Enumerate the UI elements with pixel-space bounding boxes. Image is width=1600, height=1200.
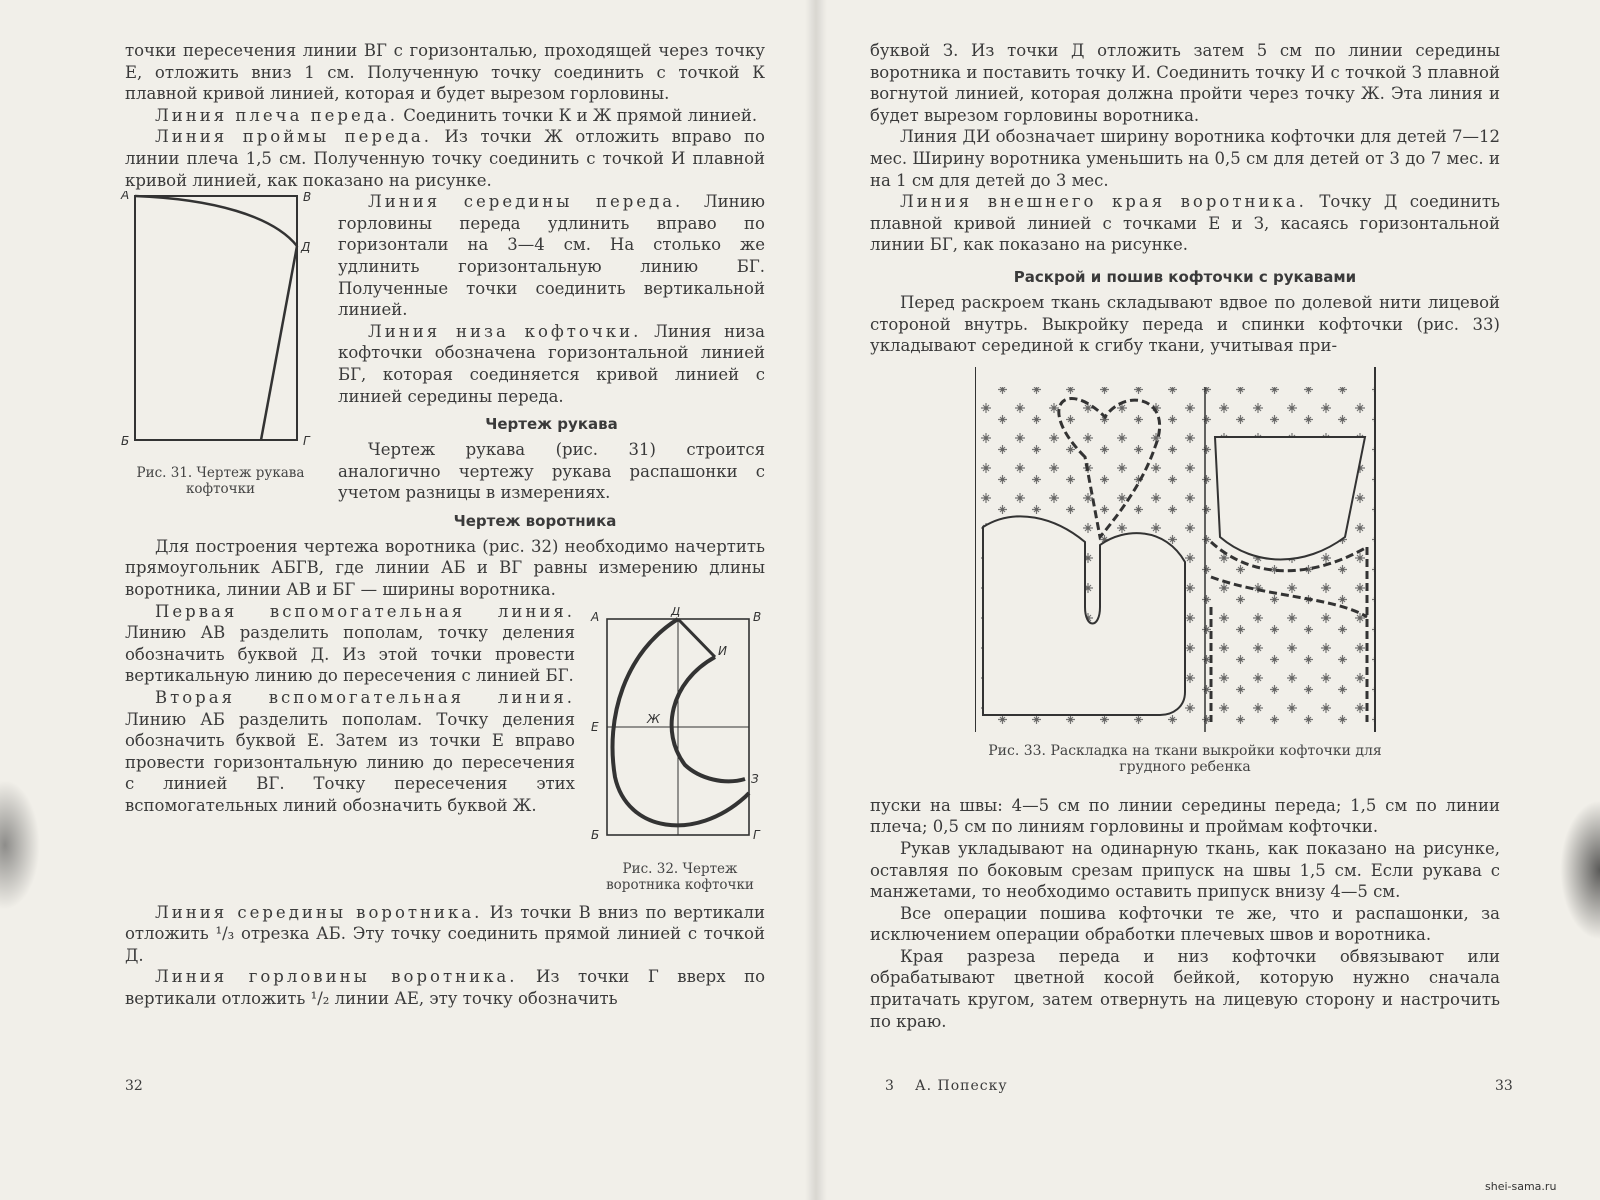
label-i: И — [718, 643, 727, 658]
sleeve-pattern-piece — [983, 516, 1185, 715]
paragraph-text: Линию АВ разделить пополам, точку деления обозначить буквой Д. Из этой точки провести вертикальную линию до пересечения с линией БГ. — [125, 623, 575, 686]
right-page — [870, 40, 1500, 1032]
paragraph — [338, 191, 765, 321]
collar-outer-edge — [613, 619, 749, 825]
paragraph-text: Соединить точки К и Ж прямой линией. — [397, 105, 758, 125]
sleeve-cap-curve — [135, 196, 297, 246]
paragraph: точки пересечения линии ВГ с горизонталью, проходящей через точку Е, отложить вниз 1 см. Полученную точку соединить с точкой К плавной кривой линией, которая и будет вырезом горловины. — [125, 41, 765, 104]
paragraph-text: Линию горловины переда удлинить вправо по горизонтали на 3—4 см. На столько же удлинить горизонтальную линию БГ. Полученные точки соединить вертикальной линией. — [338, 192, 765, 320]
label-a: А — [121, 191, 130, 203]
section-heading: Чертеж воротника — [453, 511, 617, 530]
paragraph-text: Из точки Г вверх по вертикали отложить ¹/₂ линии АЕ, эту точку обозначить — [125, 967, 766, 1009]
paragraph-heading: Вторая вспомогательная линия. — [155, 688, 575, 708]
paragraph: Перед раскроем ткань складывают вдвое по долевой нити лицевой стороной внутрь. Выкройку переда и спинки кофточки (рис. 33) укладывают серединой к сгибу ткани, учитывая при- — [870, 292, 1500, 356]
section-heading: Чертеж рукава — [485, 415, 618, 434]
paragraph — [338, 321, 765, 407]
label-z: З — [751, 771, 759, 786]
paragraph-heading: Линия горловины воротника. — [155, 967, 518, 987]
figure-33-caption: Рис. 33. Раскладка на ткани выкройки кофточки для грудного ребенка — [988, 742, 1382, 775]
stain-right — [1560, 800, 1600, 940]
paragraph: Края разреза переда и низ кофточки обвязывают или обрабатывают цветной косой бейкой, которую нужно сначала притачать кругом, затем отвернуть на лицевую сторону и настрочить по краю. — [870, 946, 1500, 1031]
label-e: Е — [591, 719, 599, 734]
figure-32 — [585, 607, 775, 902]
page-number-right: 33 — [1495, 1078, 1513, 1094]
paragraph — [125, 126, 765, 191]
label-b: Б — [121, 434, 130, 449]
collar-drawing — [585, 607, 775, 857]
paragraph: Чертеж рукава (рис. 31) строится аналогично чертежу рукава распашонки с учетом разницы в измерениях. — [338, 440, 765, 503]
sleeve-drawing — [113, 191, 328, 461]
paragraph-text: Из точки Ж отложить вправо по линии плеча 1,5 см. Полученную точку соединить с точкой И плавной кривой линией, как показано на рисунке. — [125, 127, 765, 190]
signature-number: 3 — [885, 1078, 894, 1094]
paragraph: Для построения чертежа воротника (рис. 32) необходимо начертить прямоугольник АБГВ, где линии АБ и ВГ равны измерению длины воротника, линии АВ и БГ — ширины воротника. — [125, 536, 765, 600]
paragraph-heading: Линия середины воротника. — [155, 902, 483, 922]
label-b: Б — [591, 827, 600, 842]
paragraph: пуски на швы: 4—5 см по линии середины переда; 1,5 см по линии плеча; 0,5 см по линиям горловины и проймам кофточки. — [870, 795, 1500, 837]
watermark: shei-sama.ru — [1485, 1180, 1557, 1193]
collar-neckline — [672, 657, 745, 781]
paragraph — [125, 966, 765, 1009]
left-page — [121, 40, 766, 1010]
paragraph: Линия ДИ обозначает ширину воротника кофточки для детей 7—12 мес. Ширину воротника уменьшить на 0,5 см для детей от 3 до 7 мес. и на 1 см для детей до 3 мес. — [870, 127, 1500, 190]
paragraph-heading: Линия внешнего края воротника. — [900, 192, 1307, 212]
signature-author: А. Попеску — [915, 1078, 1008, 1094]
label-d: Д — [671, 606, 681, 618]
figure-31 — [113, 191, 328, 511]
fabric-layout-drawing — [975, 367, 1395, 737]
label-v: В — [753, 609, 762, 624]
paragraph — [870, 191, 1500, 256]
text-beside-figure-31 — [338, 191, 765, 504]
section-heading: Раскрой и пошив кофточки с рукавами — [1013, 267, 1357, 286]
label-v: В — [303, 191, 312, 205]
figure-31-caption: Рис. 31. Чертеж рукава кофточки — [136, 465, 305, 498]
book-fold — [805, 0, 827, 1200]
sleeve-rectangle — [135, 196, 297, 440]
paragraph-heading: Линия низа кофточки. — [368, 321, 642, 341]
label-d: Д — [301, 240, 311, 255]
paragraph — [125, 902, 765, 967]
label-g: Г — [303, 434, 310, 449]
paragraph: Рукав укладывают на одинарную ткань, как показано на рисунке, оставляя по боковым срезам припуск на швы 1,5 см. Если рукава с манжетами, то необходимо оставить припуск внизу 4—5 см. — [870, 838, 1500, 902]
paragraph-text: Из точки В вниз по вертикали отложить ¹/₃ отрезка АБ. Эту точку соединить прямой линией с точкой Д. — [125, 902, 765, 965]
collar-middle-line — [678, 619, 715, 657]
paragraph-text: Линию АБ разделить пополам. Точку деления обозначить буквой Е. Затем из точки Е вправо провести горизонтальную линию до пересечения с линией ВГ. Точку пересечения этих вспомогательных линий обозначить буквой Ж. — [125, 709, 575, 815]
paragraph-heading: Первая вспомогательная линия. — [155, 601, 575, 621]
label-g: Г — [753, 827, 760, 842]
stain-left — [0, 780, 40, 910]
paragraph: буквой З. Из точки Д отложить затем 5 см по линии середины воротника и поставить точку И. Соединить точку И с точкой З плавной вогнутой линией, которая должна пройти через точку Ж. Эта линия и будет вырезом горловины воротника. — [870, 41, 1500, 125]
figure-32-caption: Рис. 32. Чертеж воротника кофточки — [606, 860, 754, 893]
paragraph-heading: Линия плеча переда. — [155, 105, 398, 125]
label-a: А — [591, 609, 600, 624]
paragraph-text: Линия низа кофточки обозначена горизонтальной линией БГ, которая соединяется кривой линией с линией середины переда. — [338, 321, 765, 406]
sleeve-side-line — [261, 246, 297, 440]
page-number-left: 32 — [125, 1078, 143, 1094]
paragraph-heading: Линия проймы переда. — [155, 127, 433, 147]
paragraph-heading: Линия середины переда. — [368, 192, 684, 212]
figure-33 — [975, 367, 1395, 775]
paragraph: Все операции пошива кофточки те же, что и распашонки, за исключением операции обработки плечевых швов и воротника. — [870, 903, 1500, 945]
paragraph-text: Точку Д соединить плавной кривой линией с точками Е и З, касаясь горизонтальной линии БГ, как показано на рисунке. — [870, 192, 1500, 255]
label-zh: Ж — [647, 711, 660, 726]
paragraph — [125, 105, 765, 127]
